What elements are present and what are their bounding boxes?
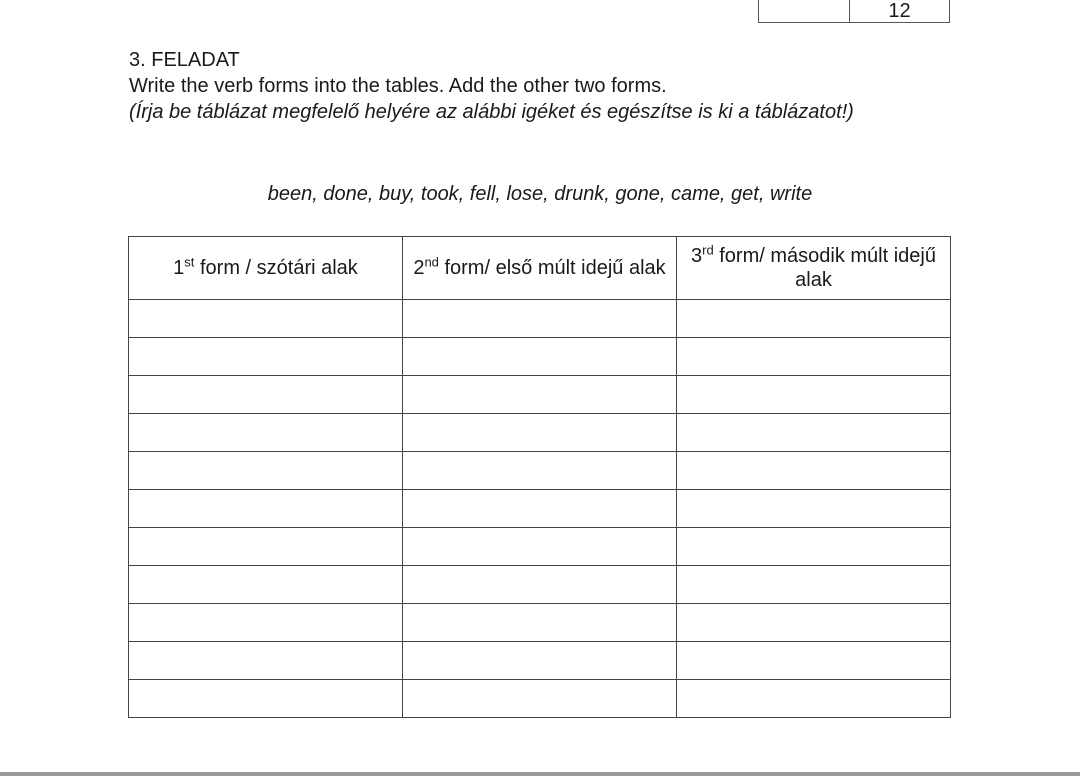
word-bank: been, done, buy, took, fell, lose, drunk, gone, came, get, write [267,183,813,205]
table-row [129,642,951,680]
score-earned-cell[interactable] [759,0,850,22]
table-header-row [129,237,951,300]
second-form-answer-cell[interactable] [403,528,677,566]
third-form-answer-cell[interactable] [677,642,951,680]
second-form-answer-cell[interactable] [403,300,677,338]
third-form-answer-cell[interactable] [677,452,951,490]
header-third-form [677,237,951,300]
second-form-answer-cell[interactable] [403,452,677,490]
table-row [129,300,951,338]
header-third-form-text: form/ második múlt idejű alak [713,245,936,291]
first-form-answer-cell[interactable] [129,452,403,490]
verb-forms-table [128,236,951,718]
score-box [758,0,950,23]
task-instruction-hungarian: (Írja be táblázat megfelelő helyére az alábbi igéket és egészítse is ki a táblázatot!) [129,101,854,123]
table-row [129,566,951,604]
header-second-form-sup: nd [424,254,439,270]
header-third-form-num: 3 [691,245,703,267]
first-form-answer-cell[interactable] [129,528,403,566]
third-form-answer-cell[interactable] [677,414,951,452]
table-row [129,376,951,414]
second-form-answer-cell[interactable] [403,680,677,718]
page-bottom-edge [0,772,1080,776]
first-form-answer-cell[interactable] [129,604,403,642]
table-row [129,452,951,490]
third-form-answer-cell[interactable] [677,566,951,604]
header-first-form-sup: st [184,254,195,270]
third-form-answer-cell[interactable] [677,490,951,528]
third-form-answer-cell[interactable] [677,300,951,338]
table-row [129,604,951,642]
score-max-points: 12 [888,0,911,22]
table-row [129,338,951,376]
second-form-answer-cell[interactable] [403,566,677,604]
table-row [129,528,951,566]
header-third-form-sup: rd [702,242,714,258]
first-form-answer-cell[interactable] [129,414,403,452]
table-row [129,680,951,718]
second-form-answer-cell[interactable] [403,414,677,452]
first-form-answer-cell[interactable] [129,566,403,604]
third-form-answer-cell[interactable] [677,680,951,718]
table-row [129,414,951,452]
task-instruction: Write the verb forms into the tables. Add the other two forms. [129,75,667,97]
second-form-answer-cell[interactable] [403,642,677,680]
header-first-form-num: 1 [173,257,185,279]
second-form-answer-cell[interactable] [403,338,677,376]
first-form-answer-cell[interactable] [129,338,403,376]
verb-table-body [129,300,951,718]
first-form-answer-cell[interactable] [129,490,403,528]
header-second-form [403,237,677,300]
third-form-answer-cell[interactable] [677,376,951,414]
first-form-answer-cell[interactable] [129,300,403,338]
second-form-answer-cell[interactable] [403,604,677,642]
first-form-answer-cell[interactable] [129,376,403,414]
second-form-answer-cell[interactable] [403,490,677,528]
header-first-form [129,237,403,300]
header-second-form-num: 2 [413,257,425,279]
first-form-answer-cell[interactable] [129,642,403,680]
table-row [129,490,951,528]
third-form-answer-cell[interactable] [677,338,951,376]
third-form-answer-cell[interactable] [677,604,951,642]
first-form-answer-cell[interactable] [129,680,403,718]
header-first-form-text: form / szótári alak [194,257,358,279]
header-second-form-text: form/ első múlt idejű alak [438,257,666,279]
task-title: 3. FELADAT [129,49,240,71]
second-form-answer-cell[interactable] [403,376,677,414]
third-form-answer-cell[interactable] [677,528,951,566]
